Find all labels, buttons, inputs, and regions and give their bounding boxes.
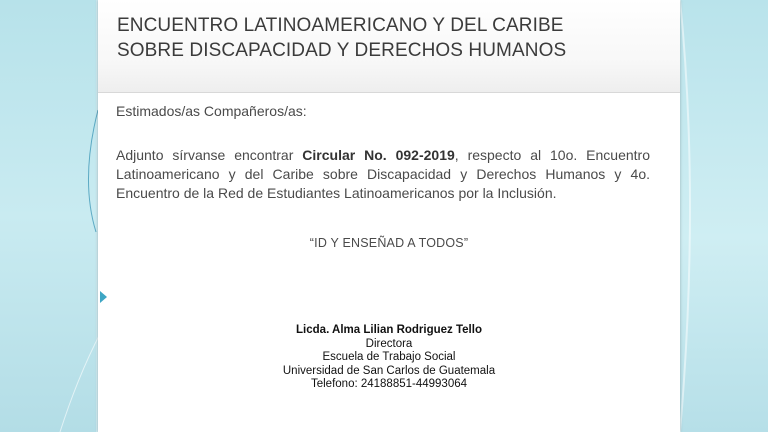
body-text-prefix: Adjunto sírvanse encontrar xyxy=(116,147,303,163)
body-text-suffix: , respecto al 10o. Encuentro Latinoamericano y del Caribe sobre Discapacidad y Derechos Humanos y 4o. Encuentro de la Red de Estudiantes Latinoamericanos por la Inclusión. xyxy=(116,147,650,201)
greeting: Estimados/as Compañeros/as: xyxy=(116,103,307,119)
signature-block xyxy=(98,324,680,392)
signature-phone: Telefono: 24188851-44993064 xyxy=(310,378,468,390)
left-curve-line xyxy=(88,110,98,232)
signature-school: Escuela de Trabajo Social xyxy=(322,351,456,363)
title-bar xyxy=(98,0,680,93)
content-panel xyxy=(98,0,680,432)
circular-number: Circular No. 092-2019 xyxy=(302,147,455,163)
signature-role: Directora xyxy=(365,337,413,350)
slide-title-line-1: ENCUENTRO LATINOAMERICANO Y DEL CARIBE xyxy=(117,15,564,36)
motto: “ID Y ENSEÑAD A TODOS” xyxy=(309,236,469,250)
signature-university: Universidad de San Carlos de Guatemala xyxy=(282,364,496,377)
slide-title-line-2: SOBRE DISCAPACIDAD Y DERECHOS HUMANOS xyxy=(117,40,567,61)
play-arrow-icon[interactable] xyxy=(100,291,107,303)
signature-name: Licda. Alma Lilian Rodriguez Tello xyxy=(296,324,482,336)
body-paragraph xyxy=(116,146,650,203)
right-curve-highlight xyxy=(680,0,690,432)
